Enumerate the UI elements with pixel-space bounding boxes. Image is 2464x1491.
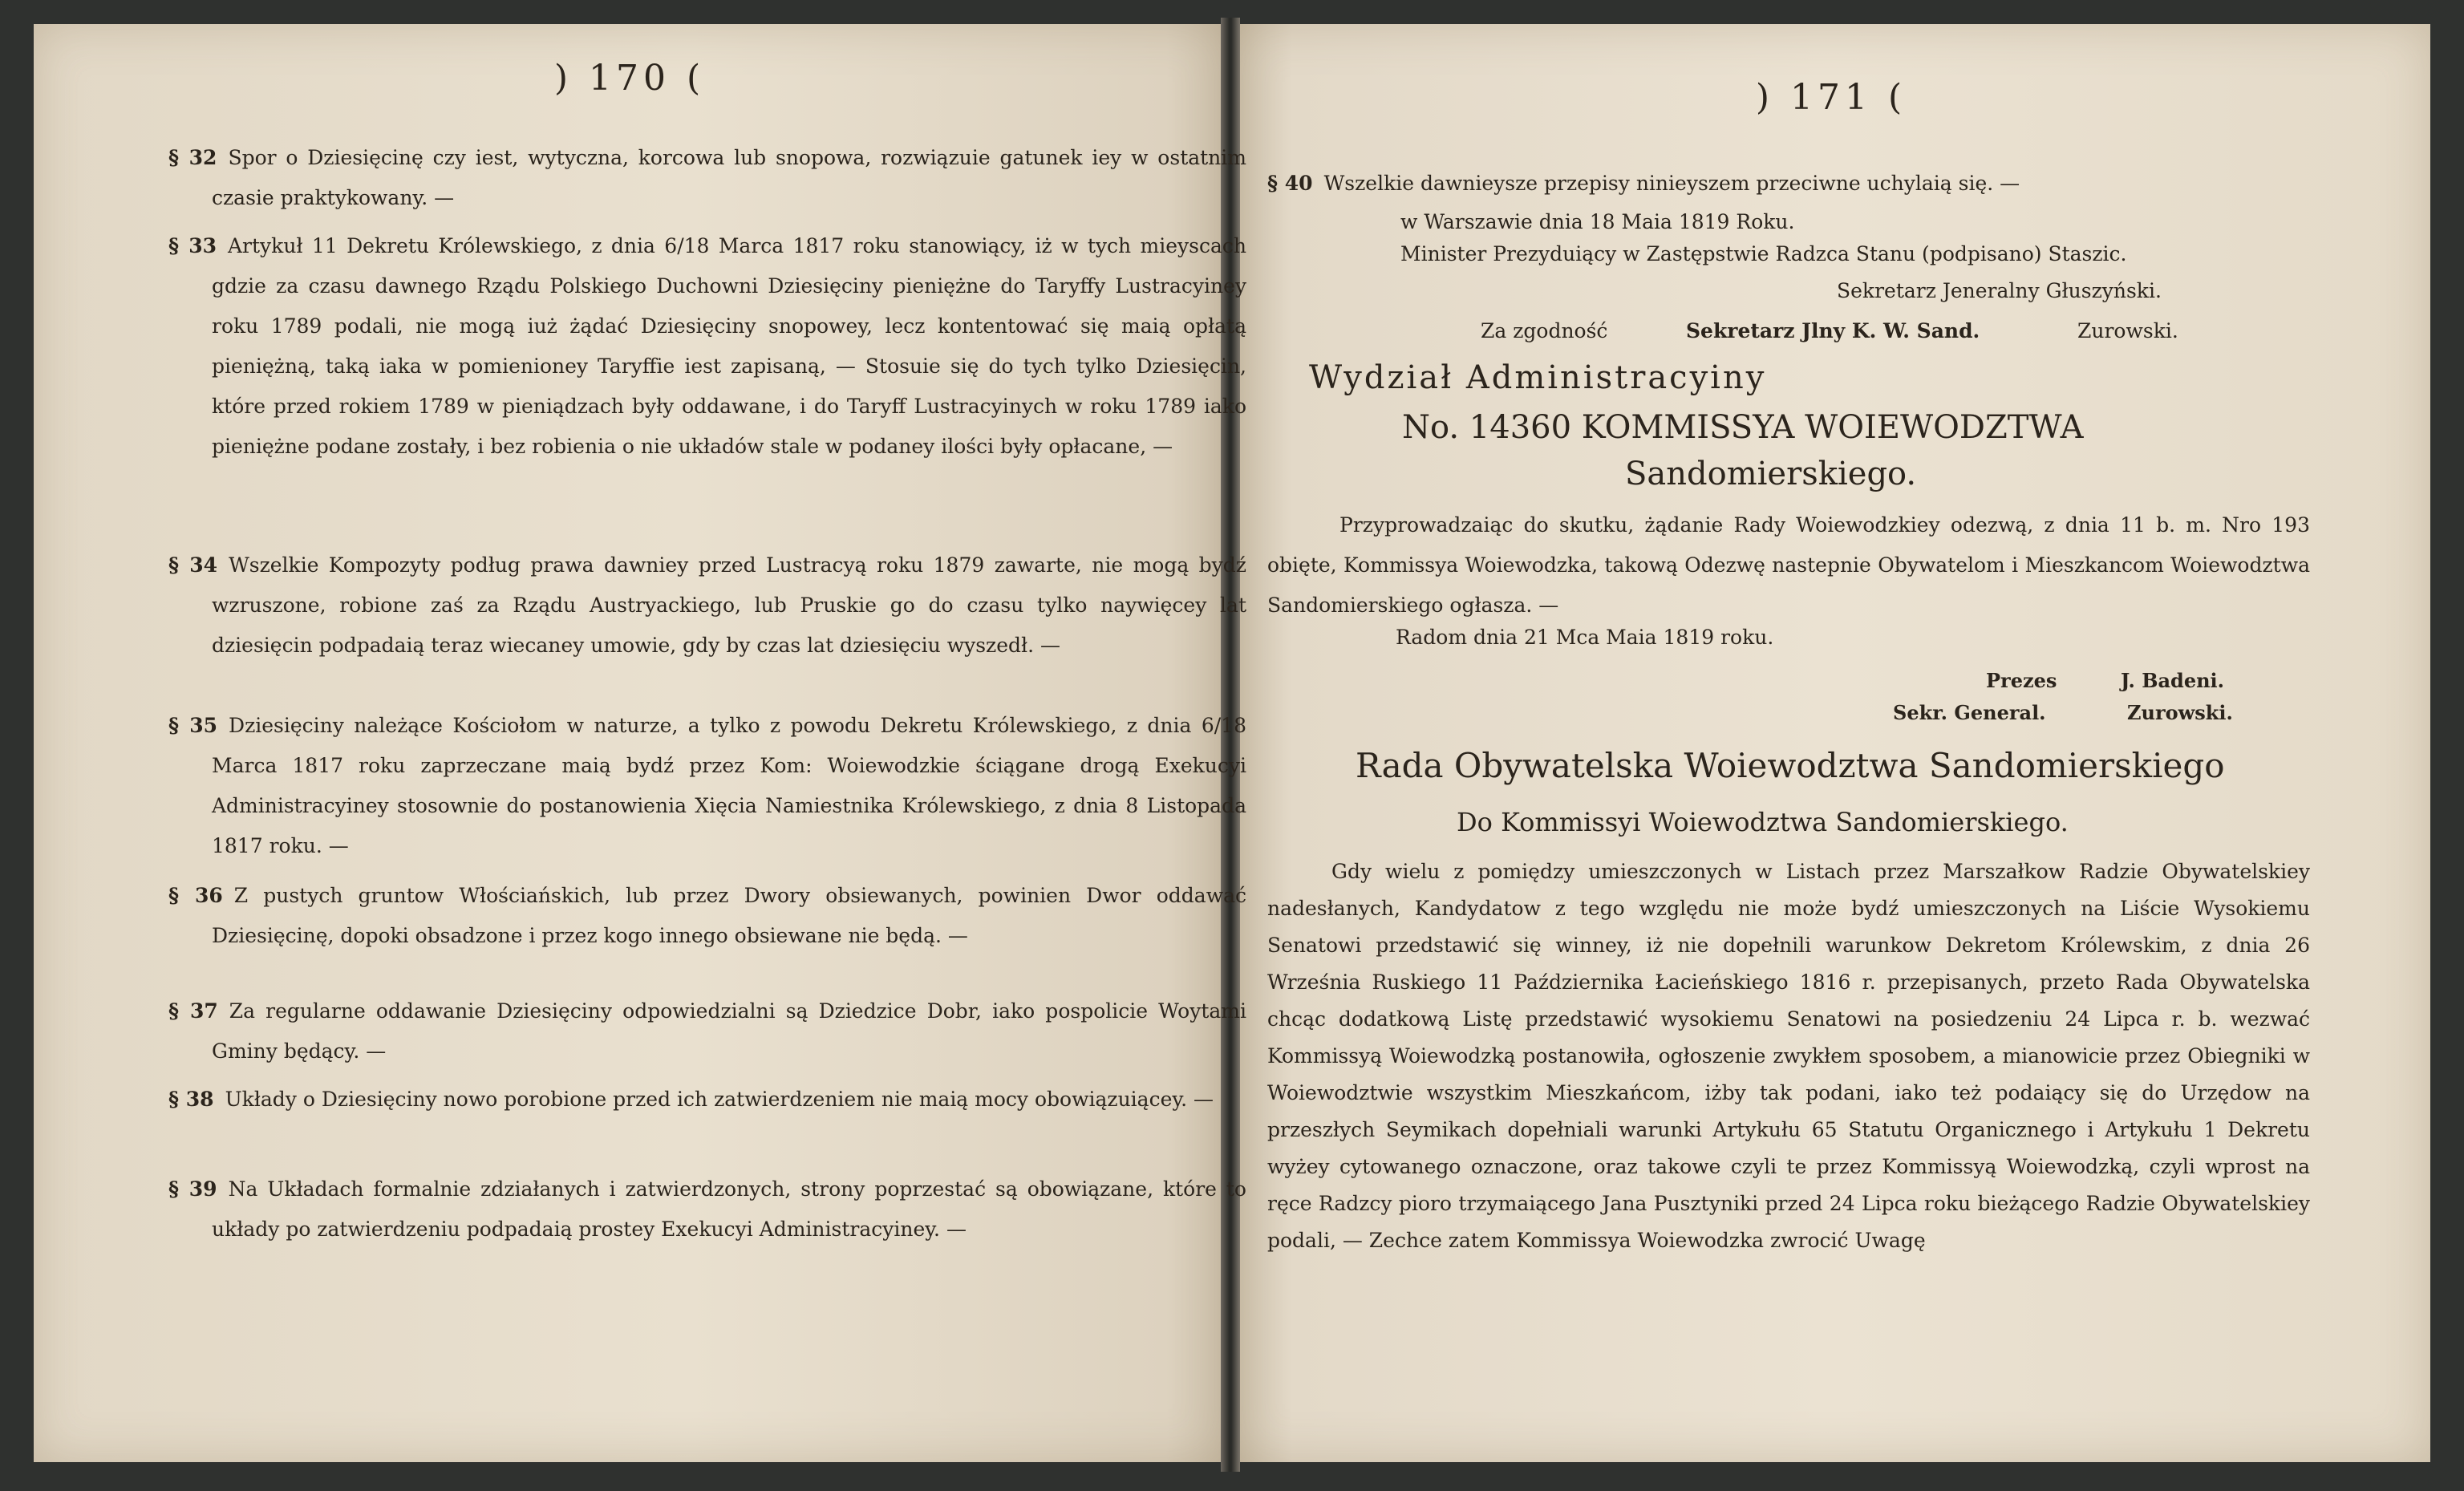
conformity-secretary: Sekretarz Jlny K. W. Sand.: [1686, 319, 1980, 342]
signature-secretary-title: Sekr. General.: [1893, 701, 2046, 724]
section-mark: § 37: [168, 999, 218, 1023]
section-text: Na Układach formalnie zdziałanych i zatwierdzonych, strony poprzestać są obowiązane, które to układy po zatwierdzeniu podpadaią prostey Exekucyi Administracyiney. —: [212, 1177, 1246, 1241]
section-text: Spor o Dziesięcinę czy iest, wytyczna, korcowa lub snopowa, rozwiązuie gatunek iey w ostatnim czasie praktykowany. —: [212, 146, 1246, 209]
department-heading: Wydział Administracyiny: [1309, 359, 1767, 396]
section-34: [168, 545, 1246, 666]
radom-date-line: Radom dnia 21 Mca Maia 1819 roku.: [1396, 626, 1774, 649]
conformity-signature: Zurowski.: [2077, 319, 2178, 342]
section-40: [1267, 164, 2361, 204]
section-33: [168, 226, 1246, 467]
commission-region: Sandomierskiego.: [1625, 456, 1917, 492]
section-mark: § 40: [1267, 172, 1313, 195]
section-mark: § 38: [168, 1088, 214, 1111]
section-mark: § 32: [168, 146, 217, 169]
commission-heading: No. 14360 KOMMISSYA WOIEWODZTWA: [1402, 409, 2084, 446]
secretary-general-line: Sekretarz Jeneralny Głuszyński.: [1837, 279, 2162, 302]
section-mark: § 33: [168, 234, 217, 257]
conformity-label: Za zgodność: [1481, 319, 1608, 342]
section-37: [168, 991, 1246, 1072]
section-text: Wszelkie Kompozyty podług prawa dawniey przed Lustracyą roku 1879 zawarte, nie mogą bydź wzruszone, robione zaś za Rządu Austryackiego, lub Pruskie go do czasu tylko naywięcey lat dziesięcin podpadaią teraz wiecaney umowie, gdy by czas lat dziesięciu wyszedł. —: [212, 553, 1246, 657]
council-title: Rada Obywatelska Woiewodztwa Sandomierskiego: [1356, 746, 2225, 785]
left-page-number: ) 170 (: [553, 58, 706, 99]
section-text: Wszelkie dawnieysze przepisy ninieyszem przeciwne uchylaią się. —: [1323, 172, 2020, 195]
minister-line: Minister Prezyduiący w Zastępstwie Radzca Stanu (podpisano) Staszic.: [1400, 242, 2127, 265]
section-39: [168, 1169, 1246, 1250]
section-text: Dziesięciny należące Kościołom w naturze, a tylko z powodu Dekretu Królewskiego, z dnia 6/18 Marca 1817 roku zaprzeczane maią bydź przez Kom: Woiewodzkie ściągane drogą Exekucyi Administracyiney stosownie do postanowienia Xięcia Namiestnika Królewskiego, z dnia 8 Listopada 1817 roku. —: [212, 714, 1246, 857]
right-page-number: ) 171 (: [1755, 77, 1907, 118]
section-text: Układy o Dziesięciny nowo porobione przed ich zatwierdzeniem nie maią mocy obowiązuiącey. —: [225, 1088, 1214, 1111]
section-text: Za regularne oddawanie Dziesięciny odpowiedzialni są Dziedzice Dobr, iako pospolicie Woytami Gminy będący. —: [212, 999, 1246, 1063]
signature-secretary-name: Zurowski.: [2127, 701, 2233, 724]
section-mark: § 39: [168, 1177, 217, 1201]
section-35: [168, 706, 1246, 866]
place-date-line: w Warszawie dnia 18 Maia 1819 Roku.: [1400, 210, 1795, 233]
section-32: [168, 138, 1246, 218]
council-address: Do Kommissyi Woiewodztwa Sandomierskiego.: [1457, 807, 2069, 837]
section-36: [168, 876, 1246, 956]
intro-paragraph: Przyprowadzaiąc do skutku, żądanie Rady Woiewodzkiey odezwą, z dnia 11 b. m. Nro 193 obięte, Kommissya Woiewodzka, takową Odezwę nastepnie Obywatelom i Mieszkancom Woiewodztwa Sandomierskiego ogłasza. —: [1267, 513, 2310, 617]
section-38: [168, 1080, 1246, 1120]
council-body: Gdy wielu z pomiędzy umieszczonych w Listach przez Marszałkow Radzie Obywatelskiey nadesłanych, Kandydatow z tego względu nie może bydź umieszczonych na Liście Wysokiemu Senatowi przedstawić się winney, iż nie dopełnili warunkow Dekretom Królewskim, z dnia 26 Września Ruskiego 11 Października Łacieńskiego 1816 r. przepisanych, przeto Rada Obywatelska chcąc dodatkową Listę przedstawić wysokiemu Senatowi na posiedzeniu 24 Lipca r. b. wezwać Kommissyą Woiewodzką postanowiła, ogłoszenie zwykłem sposobem, a mianowicie przez Obiegniki w Woiewodztwie wszystkim Mieszkańcom, iżby tak podani, iako też podaiący się do Urzędow na przeszłych Seymikach dopełniali warunki Artykułu 65 Statutu Organicznego i Artykułu 1 Dekretu wyżey cytowanego oznaczone, oraz takowe czyli te przez Kommissyą Woiewodzką, czyli wprost na ręce Radzcy pioro trzymaiącego Jana Pusztyniki przed 24 Lipca roku bieżącego Radzie Obywatelskiey podali, — Zechce zatem Kommissya Woiewodzka zwrocić Uwagę: [1267, 860, 2310, 1252]
section-mark: § 34: [168, 553, 218, 577]
signature-president-title: Prezes: [1986, 669, 2057, 692]
section-text: Artykuł 11 Dekretu Królewskiego, z dnia 6/18 Marca 1817 roku stanowiący, iż w tych mieyscach gdzie za czasu dawnego Rządu Polskiego Duchowni Dziesięciny pieniężne do Taryffy Lustracyiney roku 1789 podali, nie mogą iuż żądać Dziesięciny snopowey, lecz kontentować się maią opłatą pieniężną, taką iaka w pomienioney Taryffie iest zapisaną, — Stosuie się do tych tylko Dziesięcin, które przed rokiem 1789 w pieniądzach były oddawane, i do Taryff Lustracyinych w roku 1789 iako pieniężne podane zostały, i bez robienia o nie układów stale w podaney ilości były opłacane, —: [212, 234, 1246, 458]
section-text: Z pustych gruntow Włościańskich, lub przez Dwory obsiewanych, powinien Dwor oddawać Dziesięcinę, dopoki obsadzone i przez kogo innego obsiewane nie będą. —: [212, 884, 1246, 947]
signature-president-name: J. Badeni.: [2121, 669, 2225, 692]
section-mark: § 35: [168, 714, 218, 737]
section-mark: § 36: [168, 884, 223, 907]
